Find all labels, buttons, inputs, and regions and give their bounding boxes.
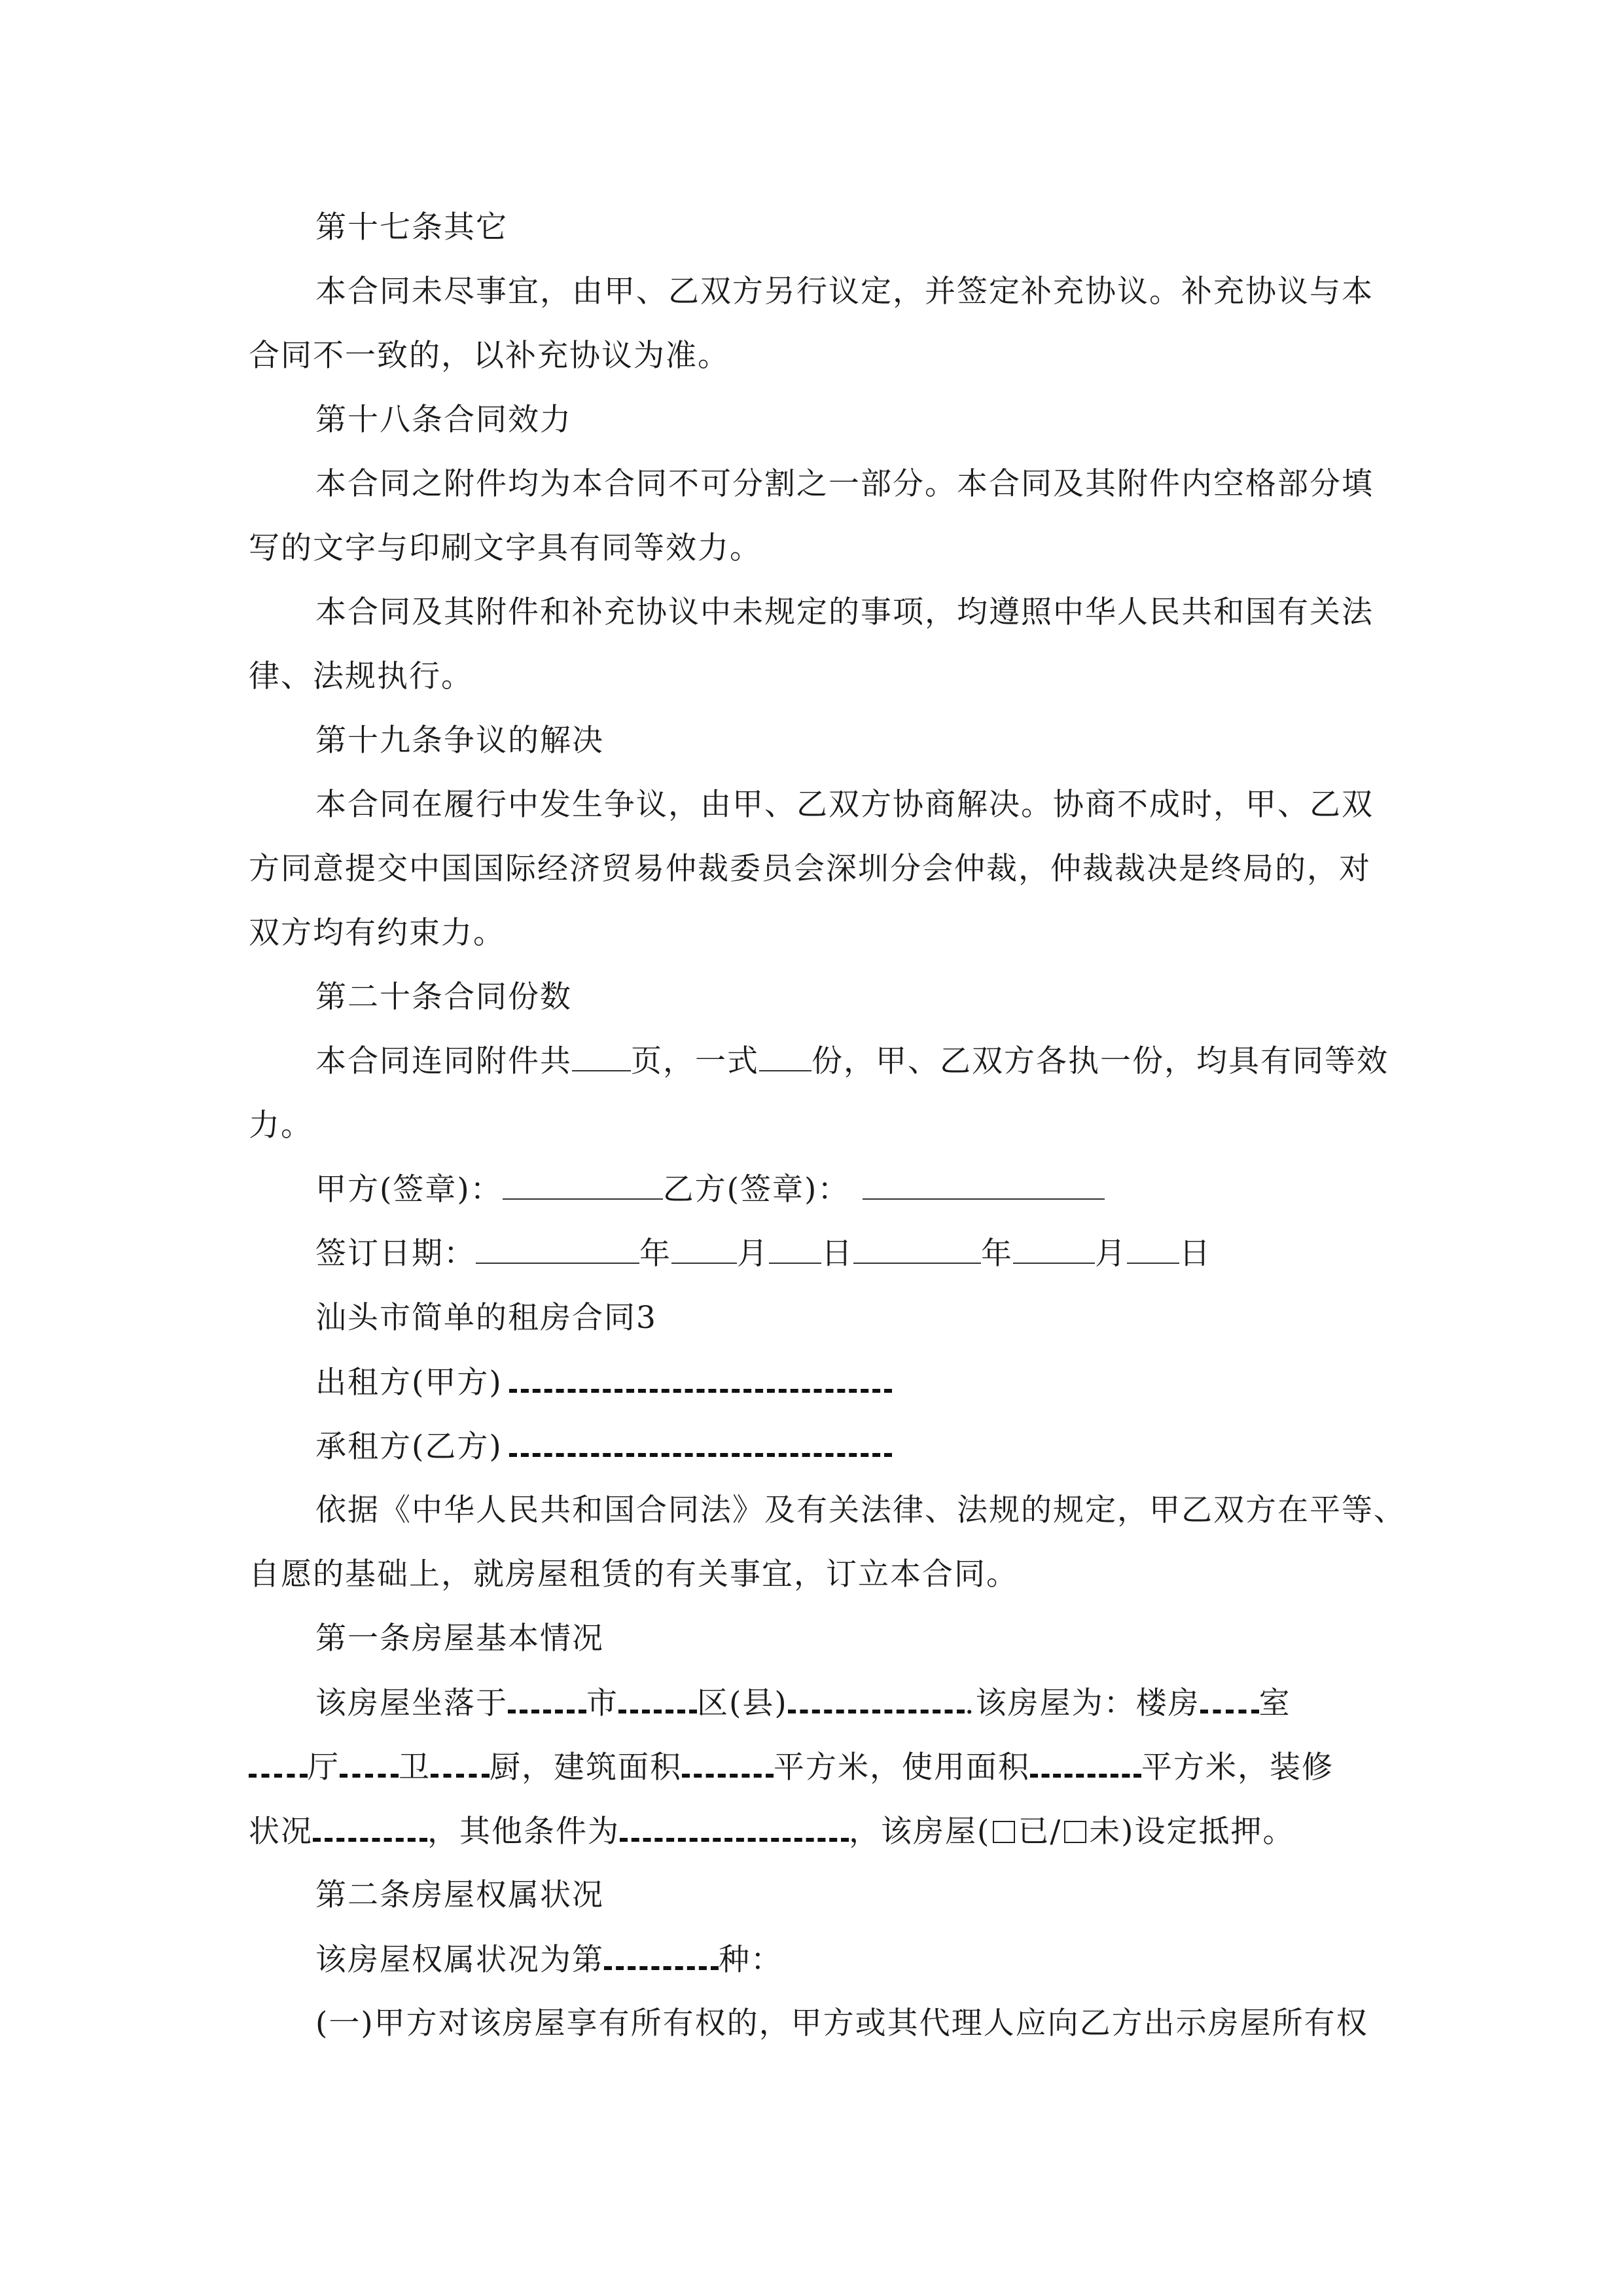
month-label: 月 xyxy=(737,1236,769,1272)
text-segment: 本合同连同附件共 xyxy=(315,1043,572,1079)
text-segment: .该房屋为：楼房 xyxy=(964,1685,1200,1721)
kitchens-blank[interactable] xyxy=(431,1748,490,1778)
signing-date-label: 签订日期： xyxy=(315,1236,476,1272)
paragraph-line: 律、法规执行。 xyxy=(249,658,473,694)
article-17-heading: 第十七条其它 xyxy=(315,209,508,245)
paragraph-line xyxy=(315,1940,783,1980)
lessee-blank[interactable] xyxy=(509,1427,892,1457)
text-segment: 平方米，装修 xyxy=(1141,1749,1334,1785)
paragraph-line xyxy=(315,1042,1389,1081)
lessee-label: 承租方(乙方) xyxy=(315,1429,503,1465)
district-blank[interactable] xyxy=(618,1683,697,1713)
text-segment: 厨，建筑面积 xyxy=(490,1749,682,1785)
decoration-blank[interactable] xyxy=(313,1812,427,1842)
party-b-signature-label: 乙方(签章)： xyxy=(662,1172,850,1208)
lessee-line xyxy=(315,1427,892,1467)
paragraph-line: 本合同之附件均为本合同不可分割之一部分。本合同及其附件内空格部分填 xyxy=(315,466,1374,502)
paragraph-line: 自愿的基础上，就房屋租赁的有关事宜，订立本合同。 xyxy=(249,1556,1018,1592)
halls-blank[interactable] xyxy=(249,1748,308,1778)
party-b-signature-blank[interactable] xyxy=(863,1172,1105,1200)
paragraph-line xyxy=(249,1748,1334,1787)
text-segment: 区(县) xyxy=(697,1685,788,1721)
year-label: 年 xyxy=(981,1236,1013,1272)
paragraph-line: 本合同及其附件和补充协议中未规定的事项，均遵照中华人民共和国有关法 xyxy=(315,594,1374,630)
text-segment: 该房屋坐落于 xyxy=(315,1685,508,1721)
paragraph-line: 写的文字与印刷文字具有同等效力。 xyxy=(249,530,762,566)
city-blank[interactable] xyxy=(508,1683,586,1713)
text-segment: 室 xyxy=(1258,1685,1291,1721)
day-label: 日 xyxy=(1179,1236,1211,1272)
month-b-blank[interactable] xyxy=(1013,1236,1095,1264)
text-segment: 厅 xyxy=(308,1749,340,1785)
paragraph-line: 依据《中华人民共和国合同法》及有关法律、法规的规定，甲乙双方在平等、 xyxy=(315,1492,1406,1528)
text-segment: 该房屋权属状况为第 xyxy=(315,1942,604,1978)
paragraph-line: 本合同未尽事宜，由甲、乙双方另行议定，并签定补充协议。补充协议与本 xyxy=(315,274,1374,310)
day-a-blank[interactable] xyxy=(769,1236,821,1264)
lessor-line xyxy=(315,1363,892,1403)
text-segment: 卫 xyxy=(399,1749,431,1785)
text-segment: 页，一式 xyxy=(631,1043,759,1079)
not-mortgaged-checkbox[interactable] xyxy=(1064,1821,1086,1843)
text-segment: 未)设定抵押。 xyxy=(1089,1814,1295,1850)
signature-line xyxy=(315,1170,1105,1210)
text-segment: 市 xyxy=(586,1685,618,1721)
article-19-heading: 第十九条争议的解决 xyxy=(315,723,604,759)
bathrooms-blank[interactable] xyxy=(340,1748,399,1778)
address-blank[interactable] xyxy=(788,1683,965,1713)
year-a-blank[interactable] xyxy=(476,1236,639,1264)
article-1-heading: 第一条房屋基本情况 xyxy=(315,1621,604,1657)
text-segment: 已/ xyxy=(1018,1814,1062,1850)
article-2-heading: 第二条房屋权属状况 xyxy=(315,1877,604,1913)
contract-3-title: 汕头市简单的租房合同3 xyxy=(315,1300,657,1336)
signing-date-line xyxy=(315,1234,1211,1274)
rooms-blank[interactable] xyxy=(1200,1683,1259,1713)
mortgaged-checkbox[interactable] xyxy=(993,1821,1015,1843)
paragraph-line: 方同意提交中国国际经济贸易仲裁委员会深圳分会仲裁，仲裁裁决是终局的，对 xyxy=(249,851,1371,887)
text-segment: 种： xyxy=(719,1942,783,1978)
paragraph-line: 本合同在履行中发生争议，由甲、乙双方协商解决。协商不成时，甲、乙双 xyxy=(315,787,1374,823)
year-b-blank[interactable] xyxy=(853,1236,981,1264)
text-segment: 平方米，使用面积 xyxy=(774,1749,1030,1785)
year-label: 年 xyxy=(639,1236,671,1272)
pages-blank[interactable] xyxy=(572,1044,631,1071)
article-18-heading: 第十八条合同效力 xyxy=(315,402,572,438)
paragraph-line xyxy=(315,1683,1291,1723)
ownership-type-blank[interactable] xyxy=(604,1940,719,1970)
day-b-blank[interactable] xyxy=(1127,1236,1179,1264)
month-label: 月 xyxy=(1095,1236,1127,1272)
other-conditions-blank[interactable] xyxy=(620,1812,849,1842)
day-label: 日 xyxy=(821,1236,853,1272)
lessor-label: 出租方(甲方) xyxy=(315,1365,503,1401)
usable-area-blank[interactable] xyxy=(1030,1748,1141,1778)
paragraph-line: (一)甲方对该房屋享有所有权的，甲方或其代理人应向乙方出示房屋所有权 xyxy=(315,2005,1368,2041)
paragraph-line: 力。 xyxy=(249,1107,313,1143)
text-segment: ，其他条件为 xyxy=(427,1814,620,1850)
paragraph-line: 双方均有约束力。 xyxy=(249,915,505,951)
paragraph-line xyxy=(249,1812,1295,1852)
building-area-blank[interactable] xyxy=(682,1748,774,1778)
paragraph-line: 合同不一致的，以补充协议为准。 xyxy=(249,338,730,374)
article-20-heading: 第二十条合同份数 xyxy=(315,979,572,1015)
lessor-blank[interactable] xyxy=(509,1363,892,1393)
month-a-blank[interactable] xyxy=(671,1236,737,1264)
text-segment: 状况 xyxy=(249,1814,313,1850)
copies-blank[interactable] xyxy=(759,1044,812,1071)
party-a-signature-label: 甲方(签章)： xyxy=(315,1172,503,1208)
text-segment: 份，甲、乙双方各执一份，均具有同等效 xyxy=(812,1043,1389,1079)
party-a-signature-blank[interactable] xyxy=(503,1172,663,1200)
text-segment: ，该房屋( xyxy=(849,1814,991,1850)
